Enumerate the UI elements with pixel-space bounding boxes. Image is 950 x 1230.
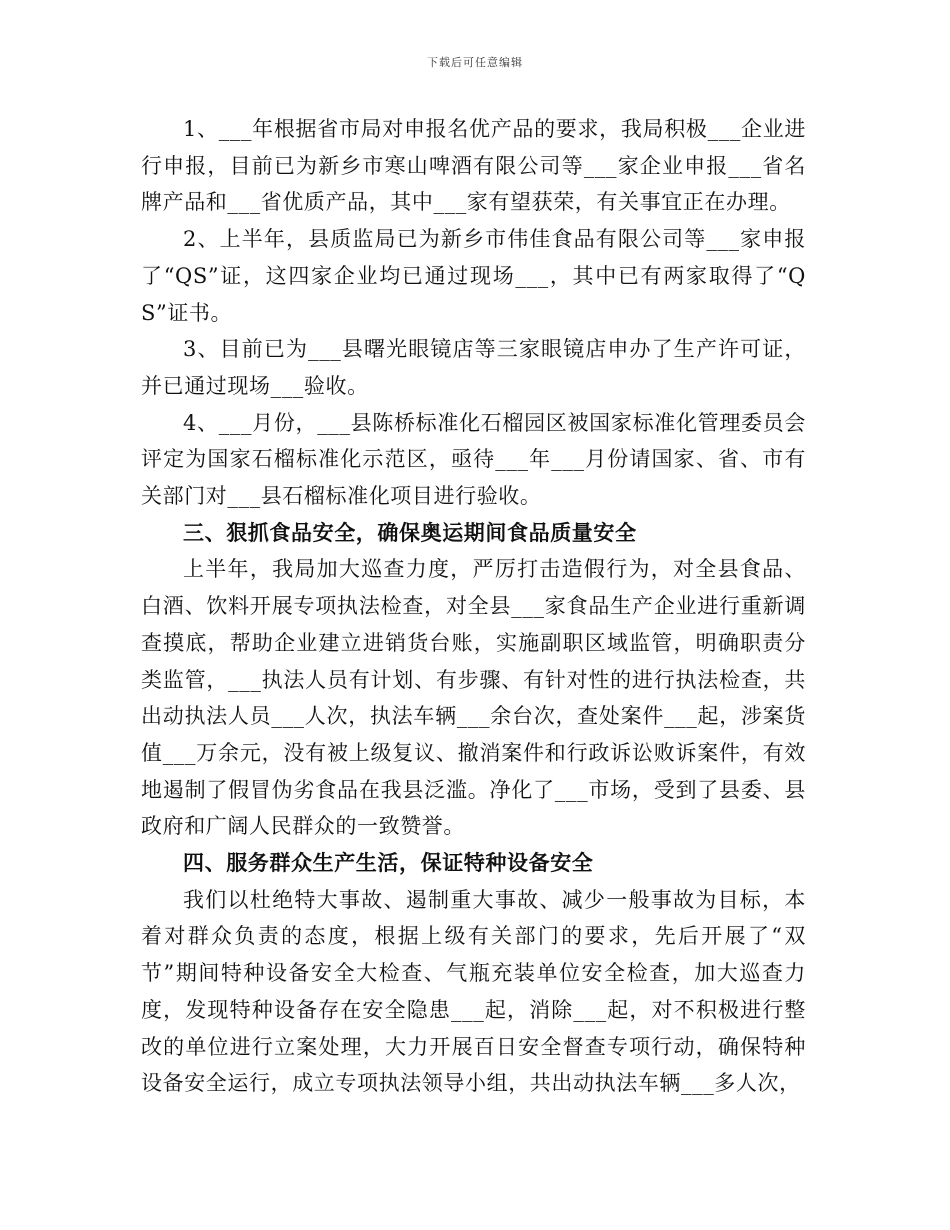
document-body: [141, 111, 806, 1102]
paragraph-item-3: 3、目前已为___县曙光眼镜店等三家眼镜店申办了生产许可证，并已通过现场___验收。: [141, 337, 806, 398]
paragraph-equipment-safety: 我们以杜绝特大事故、遏制重大事故、减少一般事故为目标，本着对群众负责的态度，根据上级有关部门的要求，先后开展了“双节”期间特种设备安全大检查、气瓶充装单位安全检查，加大巡查力度，发现特种设备存在安全隐患___起，消除___起，对不积极进行整改的单位进行立案处理，大力开展百日安全督查专项行动，确保特种设备安全运行，成立专项执法领导小组，共出动执法车辆___多人次，: [141, 887, 806, 1096]
paragraph-food-safety: 上半年，我局加大巡查力度，严厉打击造假行为，对全县食品、白酒、饮料开展专项执法检查，对全县___家食品生产企业进行重新调查摸底，帮助企业建立进销货台账，实施副职区域监管，明确职责分类监管，___执法人员有计划、有步骤、有针对性的进行执法检查，共出动执法人员___人次，执法车辆___余台次，查处案件___起，涉案货值___万余元，没有被上级复议、撤消案件和行政诉讼败诉案件，有效地遏制了假冒伪劣食品在我县泛滥。净化了___市场，受到了县委、县政府和广阔人民群众的一致赞誉。: [141, 557, 806, 839]
paragraph-item-1: 1、___年根据省市局对申报名优产品的要求，我局积极___企业进行申报，目前已为新乡市寒山啤酒有限公司等___家企业申报___省名牌产品和___省优质产品，其中___家有望获荣，有关事宜正在办理。: [141, 117, 806, 215]
paragraph-item-4: 4、___月份，___县陈桥标准化石榴园区被国家标准化管理委员会评定为国家石榴标准化示范区，亟待___年___月份请国家、省、市有关部门对___县石榴标准化项目进行验收。: [141, 410, 806, 509]
paragraph-item-2: 2、上半年，县质监局已为新乡市伟佳食品有限公司等___家申报了“QS”证，这四家企业均已通过现场___，其中已有两家取得了“QS”证书。: [141, 227, 806, 325]
header-note: 下载后可任意编辑: [427, 56, 523, 69]
section-heading-food-safety: 三、狠抓食品安全，确保奥运期间食品质量安全: [183, 519, 637, 545]
section-heading-equipment-safety: 四、服务群众生产生活，保证特种设备安全: [183, 850, 594, 876]
